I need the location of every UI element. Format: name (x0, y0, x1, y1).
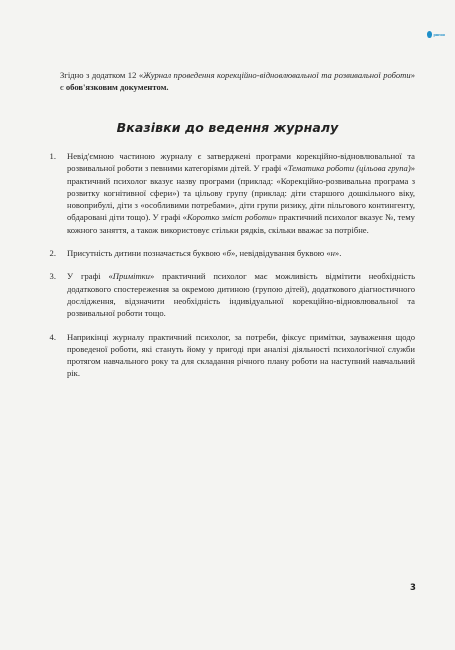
list-item-text: », невідвідування буквою « (230, 248, 331, 259)
list-item (40, 150, 415, 236)
list-item-text: » практичний психолог вказує №, тему кожного заняття, а також використовує стільки рядків, скільки вважає за потрібне. (67, 212, 415, 235)
list-item-number: 3. (49, 271, 56, 282)
list-item-italic-text: б (226, 248, 231, 259)
intro-text-middle: » є (60, 70, 415, 92)
publisher-logo-text: ранок (433, 31, 445, 37)
intro-journal-title: Журнал проведення корекційно-відновлювальної та розвивальної роботи (143, 70, 411, 80)
page-number: 3 (410, 583, 416, 593)
list-item-text: Невід'ємною частиною журналу є затверджені програми корекційно-відновлювальної та розвивальної роботи з певними категоріями дітей. У графі « (67, 151, 415, 174)
publisher-logo-icon (427, 31, 432, 38)
list-item (40, 247, 415, 259)
list-item-italic-text: Примітки (112, 271, 150, 282)
instructions-list (40, 150, 415, 391)
list-item-text: ». (334, 248, 342, 259)
list-item-number: 2. (49, 248, 56, 259)
list-item-text: У графі « (67, 271, 113, 282)
list-item-text: Присутність дитини позначається буквою « (67, 248, 227, 259)
list-item-italic-text: Тематика роботи (цільова група) (287, 163, 411, 174)
section-heading: Вказівки до ведення журналу (116, 120, 339, 135)
list-item-number: 4. (49, 331, 56, 342)
list-item (40, 270, 415, 319)
intro-emphasis: обов'язковим документом. (65, 82, 169, 92)
list-item-text: » практичний психолог має можливість відмітити необхідність додаткового спостереження за окремою дитиною (групою дітей), додаткового діагностичного дослідження, відзначити необхідність індивідуальної корекційно-відновлювальної та розвивальної роботи тощо. (67, 271, 415, 319)
list-item-number: 1. (49, 151, 56, 161)
list-item-text: Наприкінці журналу практичний психолог, за потреби, фіксує примітки, зауваження щодо проведеної роботи, які стануть йому у пригоді при аналізі діяльності психологічної служби протягом навчального року та для складання річного плану роботи на наступний навчальний рік. (67, 331, 415, 379)
list-item-text: » практичний психолог вказує назву програми (приклад: «Корекційно-розвивальна програма з розвитку когнітивної сфери») та цільову групу (приклад: діти старшого дошкільного віку, новоприбулі, діти з «особливими потребами», діти групи ризику, діти пільгового контингенту, обдаровані діти тощо). У графі « (67, 163, 415, 223)
list-item-italic-text: н (330, 248, 335, 259)
list-item (40, 331, 415, 380)
intro-paragraph (60, 69, 415, 93)
list-item-italic-text: Коротко зміст роботи (186, 212, 273, 223)
publisher-logo (427, 30, 445, 38)
intro-text-start: Згідно з додатком 12 « (60, 70, 144, 80)
